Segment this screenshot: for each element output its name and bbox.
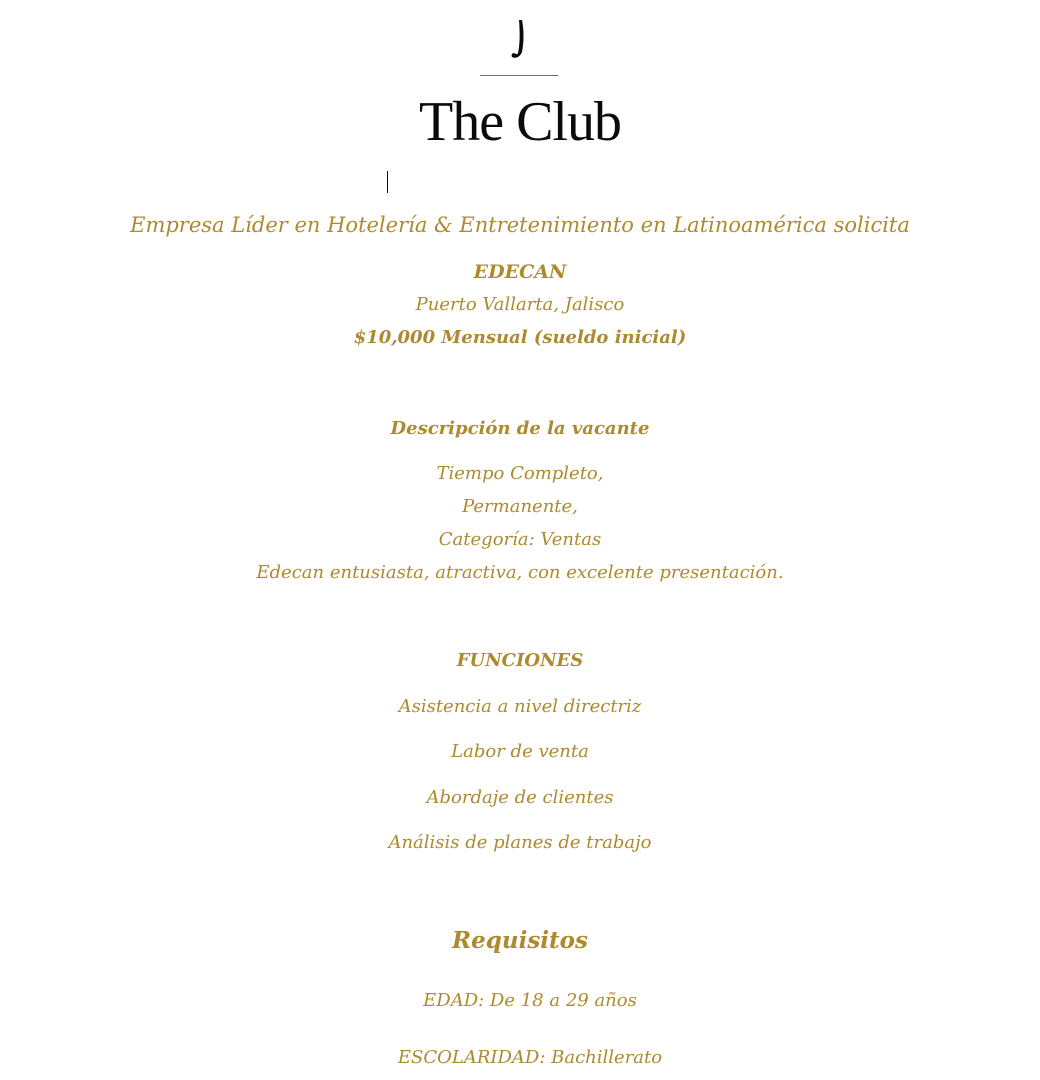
- description-line: Categoría: Ventas: [438, 529, 602, 550]
- requirement-item: EDAD: De 18 a 29 años: [423, 990, 637, 1011]
- description-line: Permanente,: [462, 496, 578, 517]
- functions-heading: FUNCIONES: [456, 650, 584, 671]
- job-role: EDECAN: [473, 261, 567, 283]
- job-salary: $10,000 Mensual (sueldo inicial): [353, 327, 687, 348]
- function-item: Análisis de planes de trabajo: [388, 832, 652, 853]
- requirements-heading: Requisitos: [452, 927, 588, 954]
- requirement-item: ESCOLARIDAD: Bachillerato: [397, 1047, 663, 1068]
- brand-title: The Club: [419, 91, 621, 153]
- function-item: Labor de venta: [451, 741, 589, 762]
- function-item: Asistencia a nivel directriz: [398, 696, 642, 717]
- description-heading: Descripción de la vacante: [390, 418, 650, 439]
- function-item: Abordaje de clientes: [426, 787, 614, 808]
- description-line: Tiempo Completo,: [436, 463, 604, 484]
- text-cursor: [387, 171, 388, 193]
- j-monogram-icon: [506, 20, 534, 62]
- logo: [0, 20, 1040, 66]
- description-line: Edecan entusiasta, atractiva, con excelente presentación.: [256, 562, 784, 583]
- logo-divider: [480, 75, 558, 76]
- job-location: Puerto Vallarta, Jalisco: [415, 294, 625, 315]
- intro-text: Empresa Líder en Hotelería & Entretenimiento en Latinoamérica solicita: [130, 213, 910, 237]
